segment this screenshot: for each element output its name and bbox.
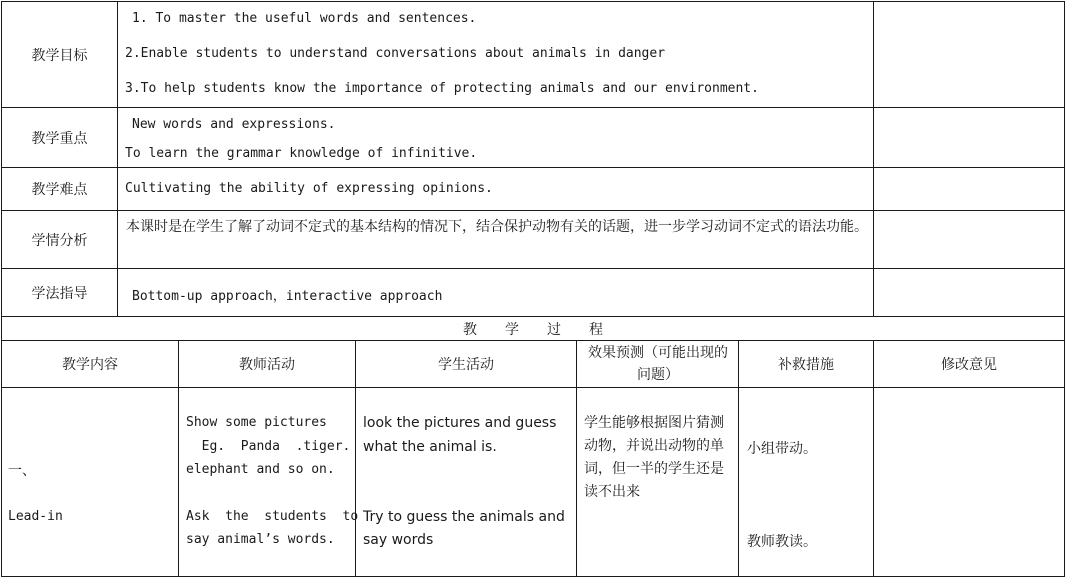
teacher-line-3: elephant and so on. <box>186 462 335 477</box>
key-point-line-1: New words and expressions. <box>132 117 336 132</box>
col-header-student: 学生活动 <box>438 357 494 373</box>
col-header-effect: 效果预测（可能出现的问题） <box>588 345 728 383</box>
teacher-line-1: Show some pictures <box>186 415 327 430</box>
student-line-2: what the animal is. <box>363 439 497 455</box>
student-line-1: look the pictures and guess <box>363 415 557 431</box>
key-point-line-2: To learn the grammar knowledge of infinitive. <box>125 146 478 161</box>
effect-text: 学生能够根据图片猜测动物，并说出动物的单词，但一半的学生还是读不出来 <box>584 415 724 500</box>
row-divider <box>1 387 1065 388</box>
analysis-text: 本课时是在学生了解了动词不定式的基本结构的情况下，结合保护动物有关的话题，进一步学习动词不定式的语法功能。 <box>126 219 868 235</box>
section-number: 一、 <box>8 463 36 479</box>
process-title: 教学过程 <box>463 322 631 338</box>
row-divider <box>1 316 1065 317</box>
remedy-line-1: 小组带动。 <box>747 441 817 457</box>
col-header-teacher: 教师活动 <box>239 357 295 373</box>
objectives-label: 教学目标 <box>31 47 88 64</box>
table-border-bottom <box>1 576 1065 577</box>
remedy-line-2: 教师教读。 <box>747 534 817 550</box>
objective-line-1: 1. To master the useful words and sentences. <box>132 11 477 26</box>
method-text: Bottom-up approach，interactive approach <box>132 289 443 304</box>
objective-line-3: 3.To help students know the importance of protecting animals and our environment. <box>125 81 759 96</box>
row-divider <box>1 107 1065 108</box>
col-divider <box>576 340 577 577</box>
teacher-line-2: Eg. Panda .tiger. <box>186 439 351 454</box>
student-line-4: say words <box>363 532 434 548</box>
row-divider <box>1 167 1065 168</box>
difficulties-label: 教学难点 <box>31 182 88 198</box>
col-header-revision: 修改意见 <box>941 357 997 373</box>
col-header-content: 教学内容 <box>62 357 118 373</box>
method-label: 学法指导 <box>31 285 88 302</box>
key-points-label: 教学重点 <box>31 130 88 147</box>
difficulty-line-1: Cultivating the ability of expressing opinions. <box>125 181 493 196</box>
row-divider <box>1 210 1065 211</box>
analysis-label: 学情分析 <box>31 232 88 249</box>
teacher-line-4: Ask the students to <box>186 509 359 524</box>
teacher-line-5: say animal’s words. <box>186 532 335 547</box>
student-line-3: Try to guess the animals and <box>363 509 565 525</box>
table-border-right <box>1064 1 1065 577</box>
row-divider <box>1 268 1065 269</box>
col-header-remedy: 补救措施 <box>778 357 834 373</box>
objective-line-2: 2.Enable students to understand conversations about animals in danger <box>125 46 666 61</box>
table-border-top <box>1 1 1065 2</box>
section-name: Lead-in <box>8 509 63 524</box>
col-divider <box>117 1 118 317</box>
col-divider <box>873 1 874 317</box>
